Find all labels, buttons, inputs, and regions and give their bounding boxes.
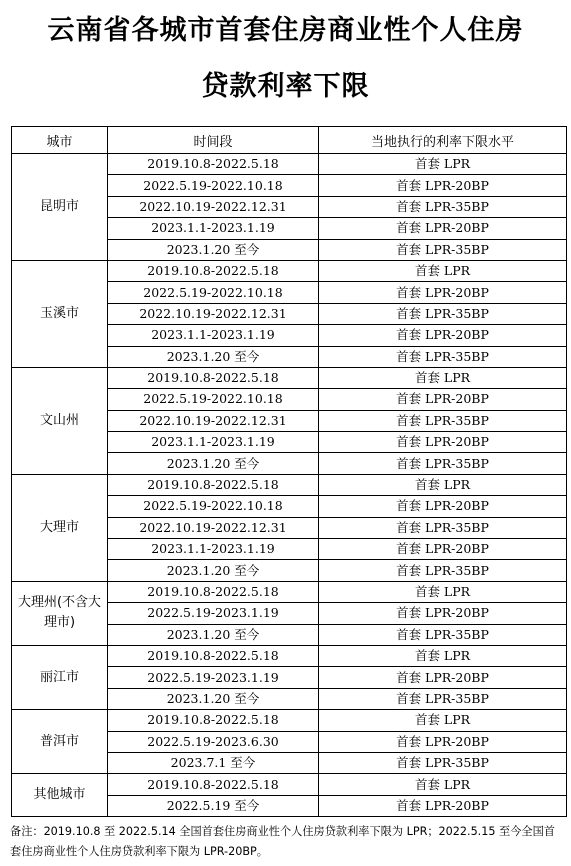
period-cell: 2022.5.19-2023.1.19 xyxy=(108,603,319,624)
city-cell: 昆明市 xyxy=(12,154,108,261)
rate-cell: 首套 LPR xyxy=(319,154,567,175)
rate-cell: 首套 LPR-35BP xyxy=(319,560,567,581)
city-cell: 其他城市 xyxy=(12,774,108,817)
period-cell: 2019.10.8-2022.5.18 xyxy=(108,645,319,666)
rate-cell: 首套 LPR-20BP xyxy=(319,539,567,560)
rate-cell: 首套 LPR xyxy=(319,581,567,602)
table-row xyxy=(12,710,567,731)
period-cell: 2022.10.19-2022.12.31 xyxy=(108,196,319,217)
period-cell: 2023.1.20 至今 xyxy=(108,239,319,260)
city-cell: 大理州(不含大理市) xyxy=(12,581,108,645)
period-cell: 2019.10.8-2022.5.18 xyxy=(108,474,319,495)
period-cell: 2022.10.19-2022.12.31 xyxy=(108,410,319,431)
period-cell: 2023.1.1-2023.1.19 xyxy=(108,218,319,239)
rate-cell: 首套 LPR-35BP xyxy=(319,517,567,538)
period-cell: 2023.1.20 至今 xyxy=(108,688,319,709)
city-cell: 大理市 xyxy=(12,474,108,581)
period-cell: 2019.10.8-2022.5.18 xyxy=(108,710,319,731)
period-cell: 2022.10.19-2022.12.31 xyxy=(108,303,319,324)
table-header-row xyxy=(12,127,567,154)
rate-cell: 首套 LPR xyxy=(319,474,567,495)
period-cell: 2019.10.8-2022.5.18 xyxy=(108,774,319,795)
rate-cell: 首套 LPR-20BP xyxy=(319,218,567,239)
rate-cell: 首套 LPR-35BP xyxy=(319,303,567,324)
table-row xyxy=(12,367,567,388)
period-cell: 2023.1.1-2023.1.19 xyxy=(108,325,319,346)
city-cell: 文山州 xyxy=(12,367,108,474)
rate-cell: 首套 LPR-35BP xyxy=(319,624,567,645)
period-cell: 2022.5.19-2022.10.18 xyxy=(108,175,319,196)
rate-cell: 首套 LPR-20BP xyxy=(319,282,567,303)
table-row xyxy=(12,645,567,666)
period-cell: 2023.1.20 至今 xyxy=(108,624,319,645)
period-cell: 2022.5.19-2022.10.18 xyxy=(108,282,319,303)
header-rate: 当地执行的利率下限水平 xyxy=(319,127,567,154)
period-cell: 2023.1.20 至今 xyxy=(108,560,319,581)
header-city: 城市 xyxy=(12,127,108,154)
rate-cell: 首套 LPR-35BP xyxy=(319,752,567,773)
rate-table xyxy=(11,126,567,817)
rate-cell: 首套 LPR-35BP xyxy=(319,196,567,217)
rate-cell: 首套 LPR-20BP xyxy=(319,432,567,453)
rate-cell: 首套 LPR xyxy=(319,710,567,731)
table-row xyxy=(12,581,567,602)
table-row xyxy=(12,474,567,495)
rate-cell: 首套 LPR-35BP xyxy=(319,410,567,431)
rate-cell: 首套 LPR-20BP xyxy=(319,731,567,752)
rate-cell: 首套 LPR-20BP xyxy=(319,795,567,816)
header-period: 时间段 xyxy=(108,127,319,154)
document-title-line-2: 贷款利率下限 xyxy=(201,71,370,102)
period-cell: 2022.5.19-2022.10.18 xyxy=(108,389,319,410)
period-cell: 2019.10.8-2022.5.18 xyxy=(108,260,319,281)
period-cell: 2023.1.1-2023.1.19 xyxy=(108,539,319,560)
document-title-line-1: 云南省各城市首套住房商业性个人住房 xyxy=(47,15,524,46)
rate-cell: 首套 LPR-20BP xyxy=(319,667,567,688)
rate-cell: 首套 LPR-20BP xyxy=(319,496,567,517)
period-cell: 2023.1.20 至今 xyxy=(108,453,319,474)
rate-cell: 首套 LPR-20BP xyxy=(319,603,567,624)
rate-cell: 首套 LPR xyxy=(319,774,567,795)
rate-cell: 首套 LPR-20BP xyxy=(319,389,567,410)
period-cell: 2023.1.20 至今 xyxy=(108,346,319,367)
rate-cell: 首套 LPR-20BP xyxy=(319,175,567,196)
period-cell: 2019.10.8-2022.5.18 xyxy=(108,581,319,602)
rate-cell: 首套 LPR-35BP xyxy=(319,239,567,260)
table-row xyxy=(12,154,567,175)
rate-cell: 首套 LPR-35BP xyxy=(319,346,567,367)
table-body xyxy=(12,154,567,817)
rate-cell: 首套 LPR xyxy=(319,367,567,388)
period-cell: 2022.5.19-2022.10.18 xyxy=(108,496,319,517)
footnote: 备注：2019.10.8 至 2022.5.14 全国首套住房商业性个人住房贷款利率下限为 LPR；2022.5.15 至今全国首套住房商业性个人住房贷款利率下限为 LPR-20BP。 xyxy=(10,825,555,858)
period-cell: 2019.10.8-2022.5.18 xyxy=(108,367,319,388)
rate-cell: 首套 LPR-35BP xyxy=(319,688,567,709)
city-cell: 丽江市 xyxy=(12,645,108,709)
period-cell: 2023.7.1 至今 xyxy=(108,752,319,773)
period-cell: 2022.5.19 至今 xyxy=(108,795,319,816)
rate-cell: 首套 LPR xyxy=(319,645,567,666)
period-cell: 2022.10.19-2022.12.31 xyxy=(108,517,319,538)
table-row xyxy=(12,774,567,795)
period-cell: 2022.5.19-2023.1.19 xyxy=(108,667,319,688)
period-cell: 2019.10.8-2022.5.18 xyxy=(108,154,319,175)
table-row xyxy=(12,260,567,281)
city-cell: 普洱市 xyxy=(12,710,108,774)
rate-cell: 首套 LPR-20BP xyxy=(319,325,567,346)
period-cell: 2022.5.19-2023.6.30 xyxy=(108,731,319,752)
period-cell: 2023.1.1-2023.1.19 xyxy=(108,432,319,453)
city-cell: 玉溪市 xyxy=(12,260,108,367)
rate-cell: 首套 LPR xyxy=(319,260,567,281)
rate-cell: 首套 LPR-35BP xyxy=(319,453,567,474)
